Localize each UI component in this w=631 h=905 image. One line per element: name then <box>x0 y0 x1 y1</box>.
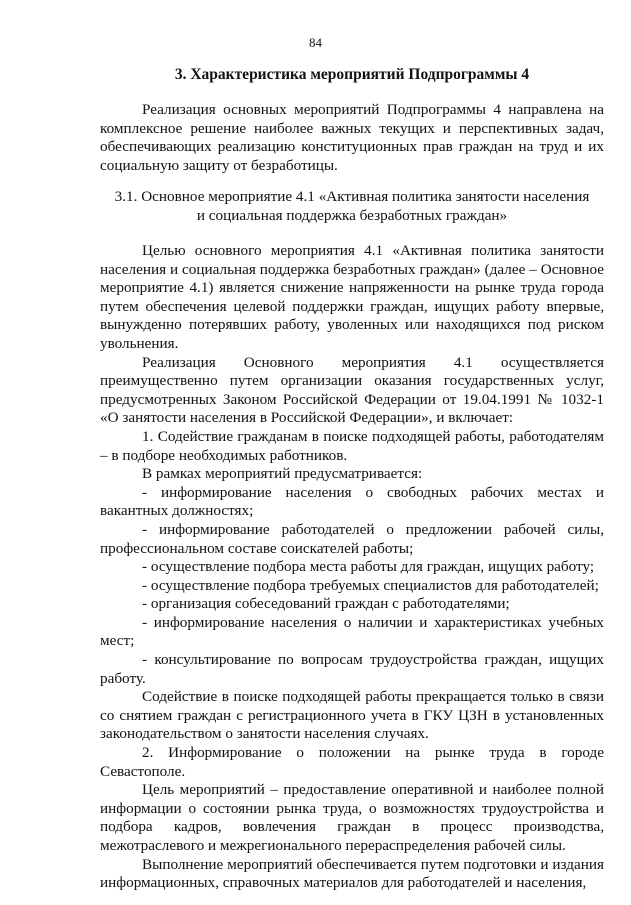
paragraph: В рамках мероприятий предусматривается: <box>142 465 423 483</box>
paragraph: Целью основного мероприятия 4.1 «Активная политика занятости населения и социальная поддержка безработных граждан» (далее – Основное мероприятие 4.1) является снижение напряженности на рынке труда города путем обеспечения целевой поддержки граждан, ищущих работу впервые, вынужденно потерявших работу, уволенных или находящихся под риском увольнения. <box>100 242 604 352</box>
intro-paragraph: Реализация основных мероприятий Подпрограммы 4 направлена на комплексное решение наиболее важных текущих и перспективных задач, обеспечивающих реализацию конституционных прав граждан на труд и их социальную защиту от безработицы. <box>100 101 604 174</box>
paragraph: Реализация Основного мероприятия 4.1 осуществляется преимущественно путем организации оказания государственных услуг, предусмотренных Законом Российской Федерации от 19.04.1991 № 1032-1 «О занятости населения в Российской Федерации», и включает: <box>100 353 604 427</box>
list-item: - осуществление подбора требуемых специалистов для работодателей; <box>142 576 599 594</box>
list-item: - информирование населения о свободных рабочих местах и вакантных должностях; <box>100 483 604 520</box>
page-number: 84 <box>309 35 322 50</box>
list-item: - информирование населения о наличии и характеристиках учебных мест; <box>100 613 604 650</box>
paragraph: 2. Информирование о положении на рынке труда в городе Севастополе. <box>100 744 604 780</box>
list-item: - осуществление подбора места работы для граждан, ищущих работу; <box>142 558 595 576</box>
intro-block <box>100 101 604 175</box>
subsection-title-line1: 3.1. Основное мероприятие 4.1 «Активная политика занятости населения <box>114 188 590 205</box>
paragraph: Цель мероприятий – предоставление оперативной и наиболее полной информации о состоянии рынка труда, о возможностях трудоустройства и подбора кадров, вовлечения граждан в процесс производства, межотраслевого и межрегионального перераспределения рабочей силы. <box>100 781 604 854</box>
section-title: 3. Характеристика мероприятий Подпрограммы 4 <box>174 66 530 83</box>
body-text <box>100 242 604 893</box>
list-item: - информирование работодателей о предложении рабочей силы, профессиональном составе соискателей работы; <box>100 520 604 557</box>
list-item: - организация собеседований граждан с работодателями; <box>142 595 510 613</box>
subsection-title-line2: и социальная поддержка безработных граждан» <box>196 207 508 224</box>
paragraph: Выполнение мероприятий обеспечивается путем подготовки и издания информационных, справочных материалов для работодателей и населения, <box>100 855 604 892</box>
paragraph: Содействие в поиске подходящей работы прекращается только в связи со снятием граждан с регистрационного учета в ГКУ ЦЗН в установленных законодательством о занятости населения случаях. <box>100 688 604 743</box>
list-item: - консультирование по вопросам трудоустройства граждан, ищущих работу. <box>100 651 604 687</box>
paragraph: 1. Содействие гражданам в поиске подходящей работы, работодателям – в подборе необходимых работников. <box>100 427 604 464</box>
